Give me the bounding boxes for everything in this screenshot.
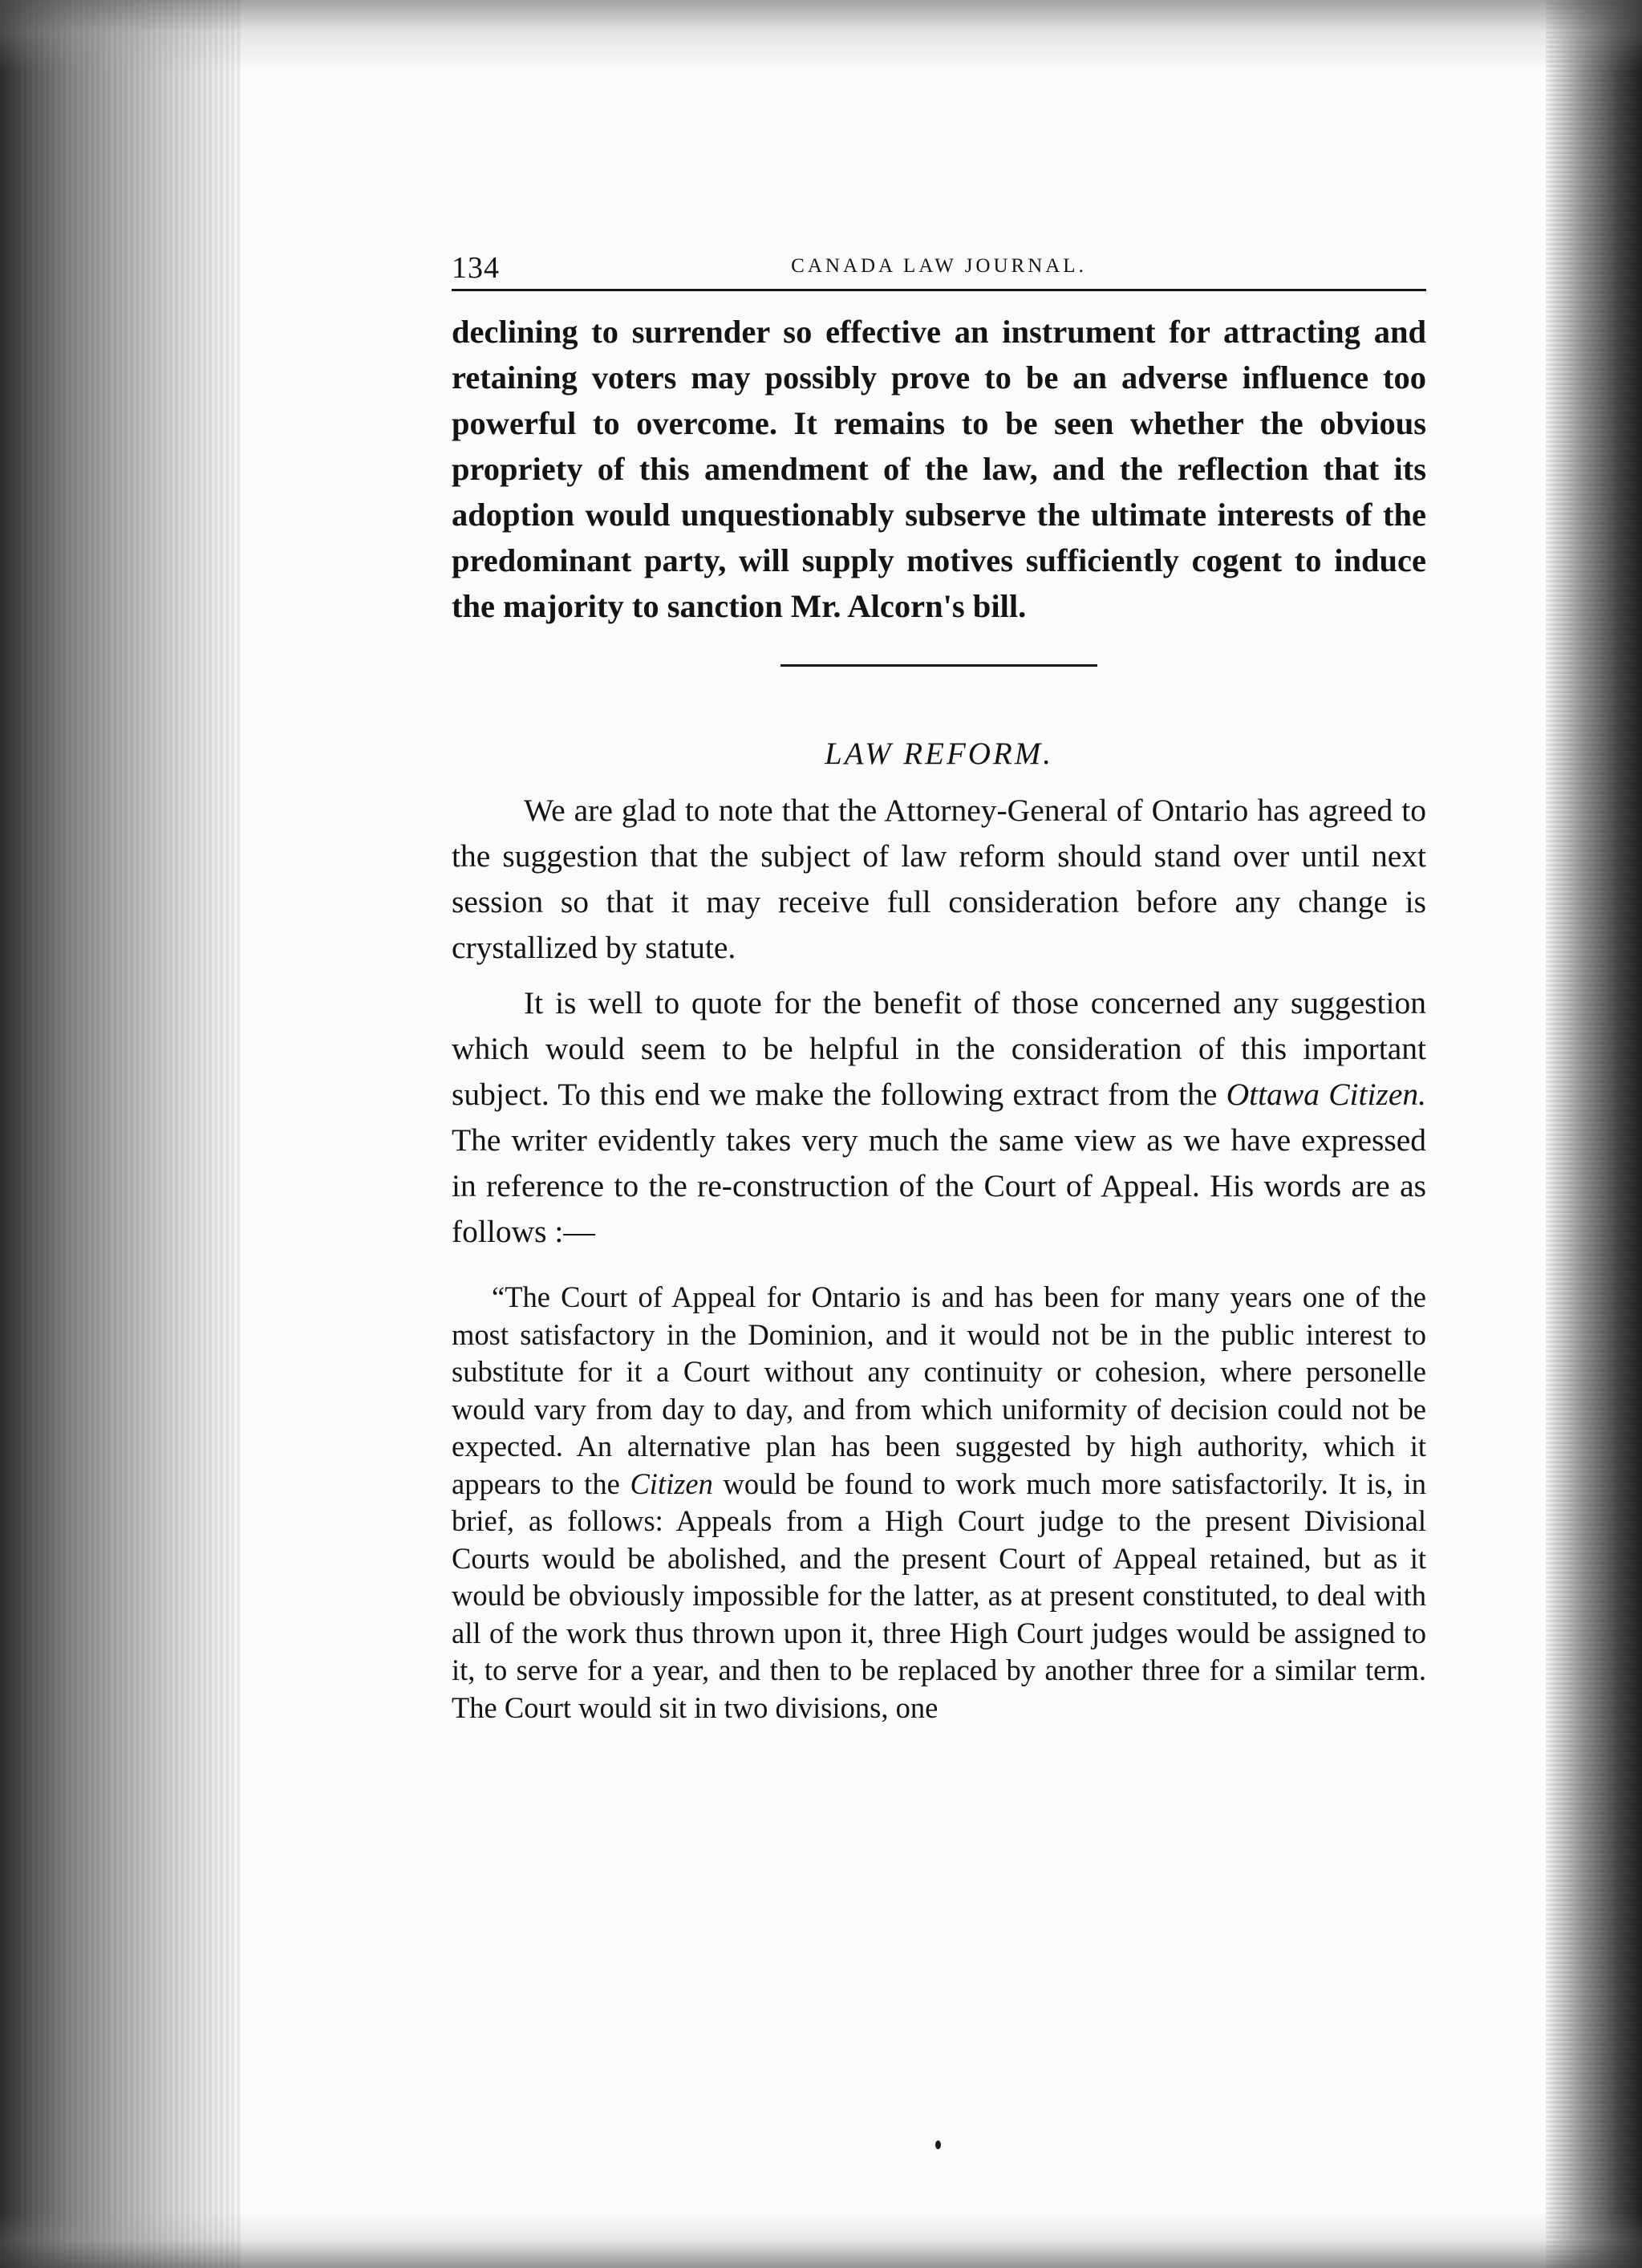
bottom-edge-shadow	[0, 2212, 1642, 2268]
law-reform-paragraph: We are glad to note that the Attorney-General of Ontario has agreed to the suggestion that the subject of law reform should stand over until next session so that it may receive full consideration before any change is crystallized by statute.	[452, 793, 1426, 965]
source-title: Ottawa Citizen.	[1226, 1077, 1426, 1112]
page-number: 134	[452, 251, 500, 285]
running-head	[452, 241, 1426, 291]
page-edge-shadow	[1546, 0, 1642, 2268]
quotation-source: Citizen	[630, 1467, 713, 1500]
book-binding-shadow	[0, 0, 241, 2268]
intro-text-continued: The writer evidently takes very much the same view as we have expressed in reference to the re-construction of the Court of Appeal. His words are as follows :—	[452, 1122, 1426, 1249]
quotation-text: “The Court of Appeal for Ontario is and has been for many years one of the most satisfactory in the Dominion, and it would not be in the public interest to substitute for it a Court without any continuity or cohesion, where personelle would vary from day to day, and from which uniformity of decision could not be expected. An alternative plan has been suggested by high authority, which it appears to the	[452, 1280, 1426, 1500]
section-divider	[780, 664, 1097, 667]
section-title: LAW REFORM.	[825, 736, 1053, 771]
print-speck	[935, 2140, 941, 2149]
top-edge-shadow	[0, 0, 1642, 72]
citation-intro-paragraph	[452, 980, 1426, 1255]
journal-title: CANADA LAW JOURNAL.	[791, 255, 1087, 277]
quotation-text-continued: would be found to work much more satisfactorily. It is, in brief, as follows: Appeals from a High Court judge to the present Divisional Courts would be abolished, and the present Court of Appeal retained, but as it would be obviously impossible for the latter, as at present constituted, to deal with all of the work thus thrown upon it, three High Court judges would be assigned to it, to serve for a year, and then to be replaced by another three for a similar term. The Court would sit in two divisions, one	[452, 1467, 1426, 1724]
block-quotation	[452, 1279, 1426, 1726]
continued-paragraph: declining to surrender so effective an instrument for attracting and retaining voters may possibly prove to be an adverse influence too powerful to overcome. It remains to be seen whether the obvious propriety of this amendment of the law, and the reflection that its adoption would unquestionably subserve the ultimate interests of the predominant party, will supply motives sufficiently cogent to induce the majority to sanction Mr. Alcorn's bill.	[452, 314, 1426, 624]
intro-text: It is well to quote for the benefit of those concerned any suggestion which would seem to be helpful in the consideration of this important subject. To this end we make the following extract from the	[452, 985, 1426, 1112]
page-content	[452, 241, 1426, 1726]
